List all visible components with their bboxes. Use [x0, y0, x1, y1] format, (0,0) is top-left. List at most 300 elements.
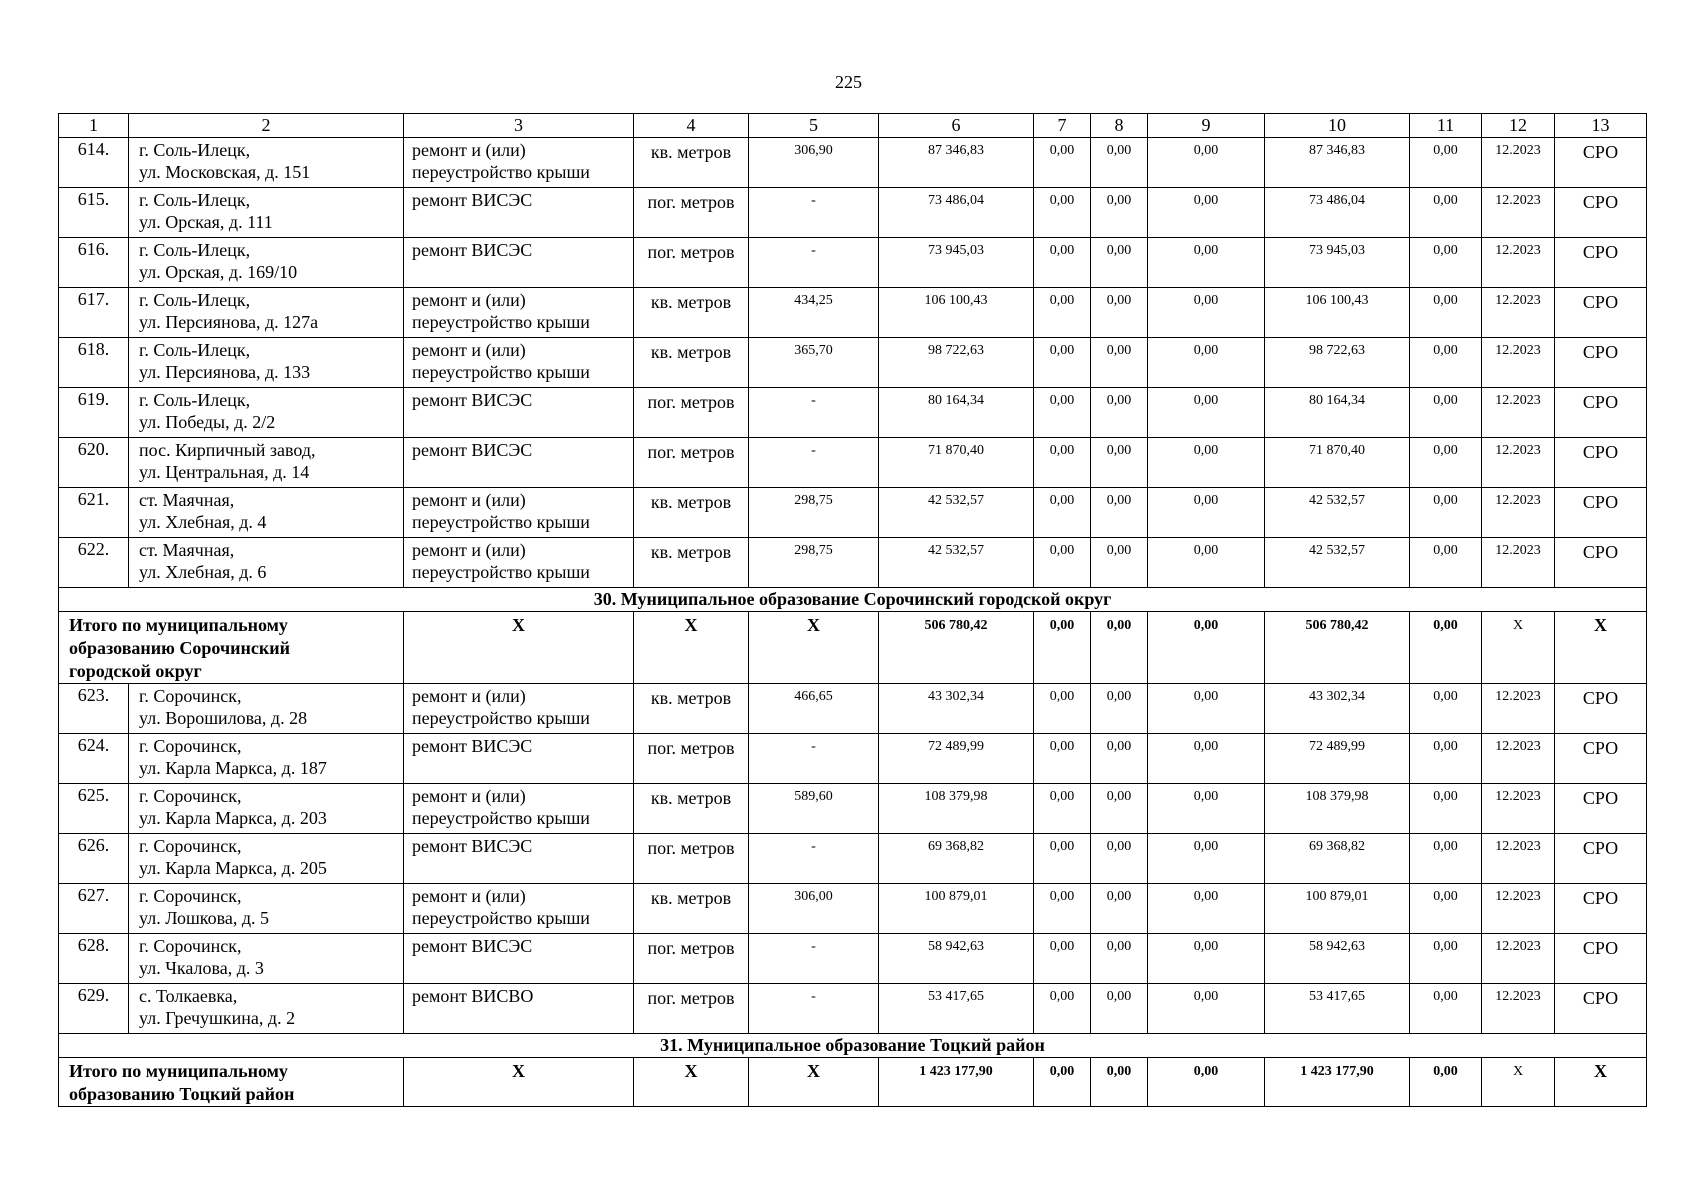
- total-label-line: Итого по муниципальному: [69, 615, 288, 635]
- table-row: [59, 138, 1647, 188]
- address-line-2: ул. Московская, д. 151: [139, 162, 311, 182]
- total-cost-cell: 43 302,34: [879, 684, 1034, 734]
- total-col10: 1 423 177,90: [1265, 1058, 1410, 1107]
- col8-cell: 0,00: [1091, 538, 1148, 588]
- col11-cell: 0,00: [1410, 188, 1482, 238]
- work-type-cell: [404, 934, 634, 984]
- total-col10: 506 780,42: [1265, 612, 1410, 684]
- col10-cell: 71 870,40: [1265, 438, 1410, 488]
- work-type-line-1: ремонт и (или): [412, 686, 526, 706]
- col9-cell: 0,00: [1148, 438, 1265, 488]
- address-cell: [129, 784, 404, 834]
- method-code-cell: СРО: [1555, 488, 1647, 538]
- work-type-cell: [404, 188, 634, 238]
- unit-cell: пог. метров: [634, 188, 749, 238]
- address-line-1: г. Соль-Илецк,: [139, 240, 251, 260]
- col10-cell: 87 346,83: [1265, 138, 1410, 188]
- total-label: [59, 1058, 404, 1107]
- col7-cell: 0,00: [1034, 538, 1091, 588]
- address-line-1: г. Соль-Илецк,: [139, 390, 251, 410]
- total-label-line: образованию Сорочинский: [69, 638, 290, 658]
- section-title: 31. Муниципальное образование Тоцкий район: [59, 1034, 1647, 1058]
- area-cell: -: [749, 734, 879, 784]
- table-row: [59, 338, 1647, 388]
- col7-cell: 0,00: [1034, 338, 1091, 388]
- address-line-2: ул. Орская, д. 111: [139, 212, 273, 232]
- col11-cell: 0,00: [1410, 438, 1482, 488]
- col9-cell: 0,00: [1148, 188, 1265, 238]
- address-line-1: г. Сорочинск,: [139, 786, 242, 806]
- total-col8: 0,00: [1091, 612, 1148, 684]
- col11-cell: 0,00: [1410, 834, 1482, 884]
- section-heading-row: [59, 1034, 1647, 1058]
- total-cost-cell: 58 942,63: [879, 934, 1034, 984]
- col8-cell: 0,00: [1091, 934, 1148, 984]
- address-line-1: ст. Маячная,: [139, 540, 235, 560]
- date-cell: 12.2023: [1482, 338, 1555, 388]
- col11-cell: 0,00: [1410, 488, 1482, 538]
- row-number: 614.: [59, 138, 129, 188]
- work-type-line-1: ремонт и (или): [412, 290, 526, 310]
- col11-cell: 0,00: [1410, 734, 1482, 784]
- work-type-line-1: ремонт и (или): [412, 786, 526, 806]
- row-number: 621.: [59, 488, 129, 538]
- row-number: 627.: [59, 884, 129, 934]
- col10-cell: 100 879,01: [1265, 884, 1410, 934]
- unit-cell: пог. метров: [634, 734, 749, 784]
- col11-cell: 0,00: [1410, 138, 1482, 188]
- col9-cell: 0,00: [1148, 834, 1265, 884]
- column-header-13: 13: [1555, 114, 1647, 138]
- method-code-cell: СРО: [1555, 438, 1647, 488]
- work-type-cell: [404, 984, 634, 1034]
- col8-cell: 0,00: [1091, 388, 1148, 438]
- col7-cell: 0,00: [1034, 684, 1091, 734]
- col9-cell: 0,00: [1148, 884, 1265, 934]
- total-col9: 0,00: [1148, 612, 1265, 684]
- column-header-2: 2: [129, 114, 404, 138]
- total-sum: 506 780,42: [879, 612, 1034, 684]
- work-type-line-1: ремонт и (или): [412, 490, 526, 510]
- table-row: [59, 884, 1647, 934]
- work-type-cell: [404, 438, 634, 488]
- column-header-5: 5: [749, 114, 879, 138]
- total-x-mark: Х: [1482, 1058, 1555, 1107]
- table-row: [59, 488, 1647, 538]
- col11-cell: 0,00: [1410, 238, 1482, 288]
- area-cell: 298,75: [749, 488, 879, 538]
- address-cell: [129, 138, 404, 188]
- col9-cell: 0,00: [1148, 984, 1265, 1034]
- col8-cell: 0,00: [1091, 188, 1148, 238]
- total-label: [59, 612, 404, 684]
- col9-cell: 0,00: [1148, 684, 1265, 734]
- area-cell: -: [749, 984, 879, 1034]
- row-number: 617.: [59, 288, 129, 338]
- col9-cell: 0,00: [1148, 934, 1265, 984]
- area-cell: 589,60: [749, 784, 879, 834]
- address-line-2: ул. Лошкова, д. 5: [139, 908, 270, 928]
- address-line-2: ул. Персиянова, д. 127а: [139, 312, 319, 332]
- area-cell: 306,90: [749, 138, 879, 188]
- table-row: [59, 438, 1647, 488]
- address-cell: [129, 188, 404, 238]
- address-cell: [129, 288, 404, 338]
- col11-cell: 0,00: [1410, 684, 1482, 734]
- total-sum: 1 423 177,90: [879, 1058, 1034, 1107]
- work-type-line-2: переустройство крыши: [412, 908, 590, 928]
- col9-cell: 0,00: [1148, 488, 1265, 538]
- col7-cell: 0,00: [1034, 188, 1091, 238]
- col9-cell: 0,00: [1148, 138, 1265, 188]
- address-cell: [129, 238, 404, 288]
- total-cost-cell: 100 879,01: [879, 884, 1034, 934]
- row-number: 628.: [59, 934, 129, 984]
- date-cell: 12.2023: [1482, 984, 1555, 1034]
- col11-cell: 0,00: [1410, 388, 1482, 438]
- unit-cell: кв. метров: [634, 338, 749, 388]
- col11-cell: 0,00: [1410, 884, 1482, 934]
- work-type-cell: [404, 388, 634, 438]
- row-number: 615.: [59, 188, 129, 238]
- date-cell: 12.2023: [1482, 784, 1555, 834]
- row-number: 620.: [59, 438, 129, 488]
- work-type-line-1: ремонт ВИСЭС: [412, 190, 533, 210]
- total-col11: 0,00: [1410, 1058, 1482, 1107]
- work-type-cell: [404, 784, 634, 834]
- table-row: [59, 984, 1647, 1034]
- address-line-1: г. Соль-Илецк,: [139, 190, 251, 210]
- col10-cell: 42 532,57: [1265, 488, 1410, 538]
- col10-cell: 43 302,34: [1265, 684, 1410, 734]
- work-type-line-1: ремонт ВИСЭС: [412, 390, 533, 410]
- work-type-cell: [404, 538, 634, 588]
- date-cell: 12.2023: [1482, 488, 1555, 538]
- table-row: [59, 684, 1647, 734]
- col7-cell: 0,00: [1034, 834, 1091, 884]
- col10-cell: 98 722,63: [1265, 338, 1410, 388]
- address-line-1: г. Соль-Илецк,: [139, 140, 251, 160]
- col7-cell: 0,00: [1034, 138, 1091, 188]
- total-cost-cell: 69 368,82: [879, 834, 1034, 884]
- address-line-1: г. Сорочинск,: [139, 886, 242, 906]
- address-line-2: ул. Победы, д. 2/2: [139, 412, 276, 432]
- col8-cell: 0,00: [1091, 734, 1148, 784]
- address-cell: [129, 388, 404, 438]
- col7-cell: 0,00: [1034, 488, 1091, 538]
- date-cell: 12.2023: [1482, 884, 1555, 934]
- total-cost-cell: 106 100,43: [879, 288, 1034, 338]
- work-type-cell: [404, 684, 634, 734]
- total-x-mark: Х: [1555, 612, 1647, 684]
- total-col8: 0,00: [1091, 1058, 1148, 1107]
- col10-cell: 69 368,82: [1265, 834, 1410, 884]
- section-total-row: [59, 612, 1647, 684]
- table-row: [59, 288, 1647, 338]
- date-cell: 12.2023: [1482, 238, 1555, 288]
- col8-cell: 0,00: [1091, 488, 1148, 538]
- work-type-line-1: ремонт и (или): [412, 340, 526, 360]
- table-row: [59, 188, 1647, 238]
- address-line-2: ул. Карла Маркса, д. 203: [139, 808, 327, 828]
- col10-cell: 58 942,63: [1265, 934, 1410, 984]
- repair-register-table: [58, 113, 1647, 1107]
- col9-cell: 0,00: [1148, 734, 1265, 784]
- column-header-7: 7: [1034, 114, 1091, 138]
- col11-cell: 0,00: [1410, 934, 1482, 984]
- total-x-mark: Х: [749, 1058, 879, 1107]
- address-line-2: ул. Гречушкина, д. 2: [139, 1008, 296, 1028]
- address-cell: [129, 884, 404, 934]
- col7-cell: 0,00: [1034, 734, 1091, 784]
- unit-cell: кв. метров: [634, 288, 749, 338]
- date-cell: 12.2023: [1482, 834, 1555, 884]
- work-type-line-1: ремонт и (или): [412, 540, 526, 560]
- col9-cell: 0,00: [1148, 538, 1265, 588]
- col9-cell: 0,00: [1148, 288, 1265, 338]
- column-header-6: 6: [879, 114, 1034, 138]
- work-type-cell: [404, 734, 634, 784]
- table-row: [59, 388, 1647, 438]
- work-type-line-2: переустройство крыши: [412, 312, 590, 332]
- row-number: 619.: [59, 388, 129, 438]
- date-cell: 12.2023: [1482, 288, 1555, 338]
- address-line-1: с. Толкаевка,: [139, 986, 238, 1006]
- work-type-cell: [404, 488, 634, 538]
- address-cell: [129, 488, 404, 538]
- address-cell: [129, 684, 404, 734]
- column-header-3: 3: [404, 114, 634, 138]
- work-type-cell: [404, 238, 634, 288]
- work-type-line-1: ремонт ВИСЭС: [412, 440, 533, 460]
- total-col11: 0,00: [1410, 612, 1482, 684]
- date-cell: 12.2023: [1482, 934, 1555, 984]
- area-cell: 434,25: [749, 288, 879, 338]
- date-cell: 12.2023: [1482, 138, 1555, 188]
- col9-cell: 0,00: [1148, 784, 1265, 834]
- area-cell: -: [749, 438, 879, 488]
- area-cell: -: [749, 388, 879, 438]
- row-number: 625.: [59, 784, 129, 834]
- work-type-line-2: переустройство крыши: [412, 162, 590, 182]
- col7-cell: 0,00: [1034, 388, 1091, 438]
- total-cost-cell: 80 164,34: [879, 388, 1034, 438]
- address-line-1: г. Сорочинск,: [139, 836, 242, 856]
- col8-cell: 0,00: [1091, 684, 1148, 734]
- method-code-cell: СРО: [1555, 834, 1647, 884]
- total-cost-cell: 42 532,57: [879, 488, 1034, 538]
- address-line-2: ул. Ворошилова, д. 28: [139, 708, 308, 728]
- work-type-cell: [404, 884, 634, 934]
- work-type-line-1: ремонт ВИСЭС: [412, 836, 533, 856]
- section-title: 30. Муниципальное образование Сорочинский городской округ: [59, 588, 1647, 612]
- unit-cell: пог. метров: [634, 438, 749, 488]
- col10-cell: 42 532,57: [1265, 538, 1410, 588]
- address-cell: [129, 438, 404, 488]
- table-row: [59, 934, 1647, 984]
- method-code-cell: СРО: [1555, 984, 1647, 1034]
- address-line-1: г. Сорочинск,: [139, 936, 242, 956]
- col10-cell: 106 100,43: [1265, 288, 1410, 338]
- method-code-cell: СРО: [1555, 784, 1647, 834]
- work-type-line-1: ремонт ВИСЭС: [412, 736, 533, 756]
- work-type-line-1: ремонт и (или): [412, 886, 526, 906]
- total-cost-cell: 71 870,40: [879, 438, 1034, 488]
- area-cell: -: [749, 188, 879, 238]
- unit-cell: кв. метров: [634, 884, 749, 934]
- address-line-2: ул. Чкалова, д. 3: [139, 958, 264, 978]
- col8-cell: 0,00: [1091, 784, 1148, 834]
- address-line-1: пос. Кирпичный завод,: [139, 440, 316, 460]
- page-number: 225: [835, 72, 862, 92]
- method-code-cell: СРО: [1555, 288, 1647, 338]
- total-x-mark: Х: [404, 612, 634, 684]
- address-cell: [129, 834, 404, 884]
- total-label-line: образованию Тоцкий район: [69, 1084, 295, 1104]
- date-cell: 12.2023: [1482, 438, 1555, 488]
- col7-cell: 0,00: [1034, 438, 1091, 488]
- row-number: 616.: [59, 238, 129, 288]
- col8-cell: 0,00: [1091, 288, 1148, 338]
- total-label-line: Итого по муниципальному: [69, 1061, 288, 1081]
- work-type-line-1: ремонт ВИСЭС: [412, 936, 533, 956]
- area-cell: -: [749, 934, 879, 984]
- col10-cell: 73 945,03: [1265, 238, 1410, 288]
- method-code-cell: СРО: [1555, 538, 1647, 588]
- total-x-mark: Х: [1482, 612, 1555, 684]
- col9-cell: 0,00: [1148, 238, 1265, 288]
- work-type-cell: [404, 288, 634, 338]
- work-type-line-2: переустройство крыши: [412, 362, 590, 382]
- unit-cell: кв. метров: [634, 784, 749, 834]
- col8-cell: 0,00: [1091, 984, 1148, 1034]
- col8-cell: 0,00: [1091, 438, 1148, 488]
- address-line-1: г. Соль-Илецк,: [139, 340, 251, 360]
- method-code-cell: СРО: [1555, 188, 1647, 238]
- col8-cell: 0,00: [1091, 238, 1148, 288]
- col9-cell: 0,00: [1148, 338, 1265, 388]
- col11-cell: 0,00: [1410, 338, 1482, 388]
- work-type-line-2: переустройство крыши: [412, 562, 590, 582]
- method-code-cell: СРО: [1555, 734, 1647, 784]
- total-x-mark: Х: [1555, 1058, 1647, 1107]
- address-cell: [129, 934, 404, 984]
- address-cell: [129, 338, 404, 388]
- total-x-mark: Х: [404, 1058, 634, 1107]
- col7-cell: 0,00: [1034, 288, 1091, 338]
- total-x-mark: Х: [634, 612, 749, 684]
- column-header-10: 10: [1265, 114, 1410, 138]
- method-code-cell: СРО: [1555, 388, 1647, 438]
- work-type-line-1: ремонт и (или): [412, 140, 526, 160]
- col8-cell: 0,00: [1091, 834, 1148, 884]
- total-label-line: городской округ: [69, 661, 202, 681]
- work-type-line-1: ремонт ВИСВО: [412, 986, 534, 1006]
- col10-cell: 53 417,65: [1265, 984, 1410, 1034]
- col7-cell: 0,00: [1034, 984, 1091, 1034]
- date-cell: 12.2023: [1482, 188, 1555, 238]
- table-row: [59, 734, 1647, 784]
- total-cost-cell: 53 417,65: [879, 984, 1034, 1034]
- section-heading-row: [59, 588, 1647, 612]
- col7-cell: 0,00: [1034, 784, 1091, 834]
- address-line-1: г. Соль-Илецк,: [139, 290, 251, 310]
- address-line-2: ул. Хлебная, д. 6: [139, 562, 267, 582]
- method-code-cell: СРО: [1555, 238, 1647, 288]
- total-x-mark: Х: [749, 612, 879, 684]
- col7-cell: 0,00: [1034, 238, 1091, 288]
- col10-cell: 80 164,34: [1265, 388, 1410, 438]
- col10-cell: 108 379,98: [1265, 784, 1410, 834]
- unit-cell: пог. метров: [634, 984, 749, 1034]
- total-col7: 0,00: [1034, 1058, 1091, 1107]
- area-cell: 466,65: [749, 684, 879, 734]
- total-cost-cell: 42 532,57: [879, 538, 1034, 588]
- row-number: 623.: [59, 684, 129, 734]
- area-cell: -: [749, 834, 879, 884]
- row-number: 624.: [59, 734, 129, 784]
- total-cost-cell: 73 486,04: [879, 188, 1034, 238]
- work-type-cell: [404, 338, 634, 388]
- method-code-cell: СРО: [1555, 684, 1647, 734]
- address-line-2: ул. Карла Маркса, д. 187: [139, 758, 327, 778]
- date-cell: 12.2023: [1482, 388, 1555, 438]
- address-line-1: г. Сорочинск,: [139, 686, 242, 706]
- unit-cell: кв. метров: [634, 138, 749, 188]
- address-cell: [129, 734, 404, 784]
- unit-cell: пог. метров: [634, 934, 749, 984]
- area-cell: 306,00: [749, 884, 879, 934]
- date-cell: 12.2023: [1482, 684, 1555, 734]
- total-col9: 0,00: [1148, 1058, 1265, 1107]
- area-cell: 298,75: [749, 538, 879, 588]
- col8-cell: 0,00: [1091, 884, 1148, 934]
- unit-cell: пог. метров: [634, 388, 749, 438]
- col8-cell: 0,00: [1091, 338, 1148, 388]
- table-row: [59, 238, 1647, 288]
- total-cost-cell: 73 945,03: [879, 238, 1034, 288]
- address-line-1: ст. Маячная,: [139, 490, 235, 510]
- work-type-line-2: переустройство крыши: [412, 808, 590, 828]
- method-code-cell: СРО: [1555, 934, 1647, 984]
- row-number: 629.: [59, 984, 129, 1034]
- total-cost-cell: 98 722,63: [879, 338, 1034, 388]
- column-header-4: 4: [634, 114, 749, 138]
- work-type-cell: [404, 138, 634, 188]
- total-cost-cell: 108 379,98: [879, 784, 1034, 834]
- method-code-cell: СРО: [1555, 138, 1647, 188]
- work-type-cell: [404, 834, 634, 884]
- row-number: 626.: [59, 834, 129, 884]
- section-total-row: [59, 1058, 1647, 1107]
- area-cell: 365,70: [749, 338, 879, 388]
- address-cell: [129, 538, 404, 588]
- col8-cell: 0,00: [1091, 138, 1148, 188]
- address-line-2: ул. Орская, д. 169/10: [139, 262, 298, 282]
- table-row: [59, 784, 1647, 834]
- total-x-mark: Х: [634, 1058, 749, 1107]
- total-cost-cell: 87 346,83: [879, 138, 1034, 188]
- column-header-8: 8: [1091, 114, 1148, 138]
- work-type-line-2: переустройство крыши: [412, 708, 590, 728]
- column-number-header: [59, 114, 1647, 138]
- work-type-line-2: переустройство крыши: [412, 512, 590, 532]
- unit-cell: кв. метров: [634, 684, 749, 734]
- address-line-2: ул. Карла Маркса, д. 205: [139, 858, 327, 878]
- table-body: [59, 114, 1647, 1107]
- area-cell: -: [749, 238, 879, 288]
- date-cell: 12.2023: [1482, 734, 1555, 784]
